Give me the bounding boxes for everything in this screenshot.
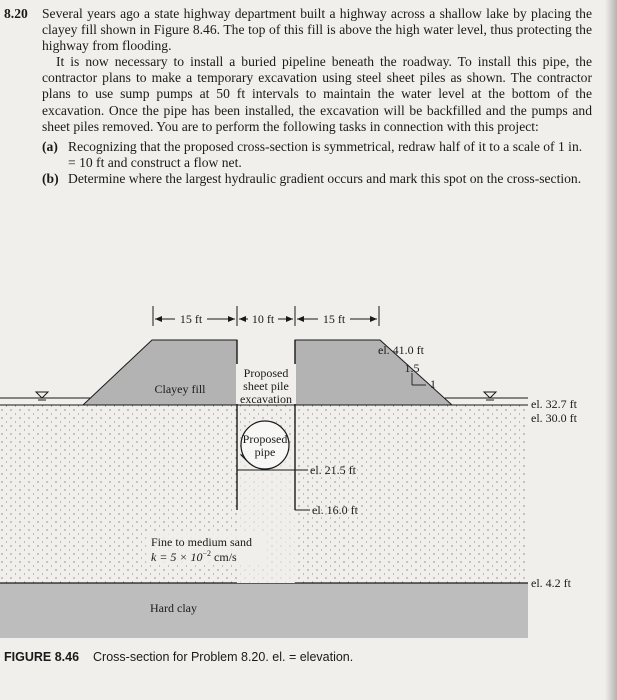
task-a-text: Recognizing that the proposed cross-section is symmetrical, redraw half of it to a scale of 1 in. = 10 ft and construct a flow net. <box>68 138 583 170</box>
problem-paragraph-2: It is now necessary to install a buried pipeline beneath the roadway. To install this pipe, the contractor plans to make a temporary excavation using steel sheet piles as shown. The contractor plans to use sump pumps at 50 ft intervals to maintain the water level at the bottom of the excavation. Once the pipe has been installed, the excavation will be backfilled and the pumps and sheet piles removed. You are to perform the following tasks in connection with this project: <box>42 54 592 134</box>
figure-number: FIGURE 8.46 <box>4 650 80 664</box>
dim-label-2: 10 ft <box>251 312 275 326</box>
sand-permeability: $k = 5 \times 10^{-2}$ cm/s <box>151 549 237 564</box>
excavation-label-3: excavation <box>240 392 292 406</box>
task-a-label: (a) <box>42 138 58 154</box>
sand-label: Fine to medium sand <box>151 535 252 549</box>
dim-arrow-6 <box>370 316 377 322</box>
slope-run-label: 1 <box>430 377 436 391</box>
clayey-fill-right <box>295 340 452 405</box>
water-symbol-left-icon <box>36 392 48 398</box>
dim-arrow-5 <box>297 316 304 322</box>
hard-clay-label: Hard clay <box>150 601 197 615</box>
dim-arrow-4 <box>286 316 293 322</box>
caption-text: Cross-section for Problem 8.20. el. = elevation. <box>93 650 354 664</box>
slope-rise-label: 1.5 <box>404 361 420 375</box>
dim-label-3: 15 ft <box>322 312 346 326</box>
elev-excavation-bottom-label: el. 21.5 ft <box>310 463 356 477</box>
elev-lake-bottom-label: el. 30.0 ft <box>531 411 577 425</box>
dim-arrow-2 <box>228 316 235 322</box>
excavation-label-2: sheet pile <box>243 379 289 393</box>
dim-label-1: 15 ft <box>179 312 203 326</box>
elev-high-water-label: el. 32.7 ft <box>531 397 577 411</box>
elev-sand-bottom-label: el. 4.2 ft <box>531 576 571 590</box>
pipe-label-1: Proposed <box>242 432 288 446</box>
excavation-label-1: Proposed <box>243 366 289 380</box>
water-symbol-right-icon <box>484 392 496 398</box>
elev-pile-tip-label: el. 16.0 ft <box>312 503 358 517</box>
clayey-fill-label: Clayey fill <box>154 382 206 396</box>
pipe-label-2: pipe <box>254 445 276 459</box>
dim-arrow-1 <box>155 316 162 322</box>
problem-paragraph-1: Several years ago a state highway department built a highway across a shallow lake by placing the clayey fill shown in Figure 8.46. The top of this fill is above the high water level, thus protecting the highway from flooding. <box>42 6 592 54</box>
task-b-text: Determine where the largest hydraulic gradient occurs and mark this spot on the cross-section. <box>68 170 582 186</box>
task-b-label: (b) <box>42 170 59 186</box>
problem-number: 8.20 <box>4 6 28 21</box>
elev-top-label: el. 41.0 ft <box>378 343 424 357</box>
hard-clay-layer <box>0 583 528 638</box>
figure-caption <box>4 650 353 664</box>
dim-arrow-3 <box>239 316 246 322</box>
